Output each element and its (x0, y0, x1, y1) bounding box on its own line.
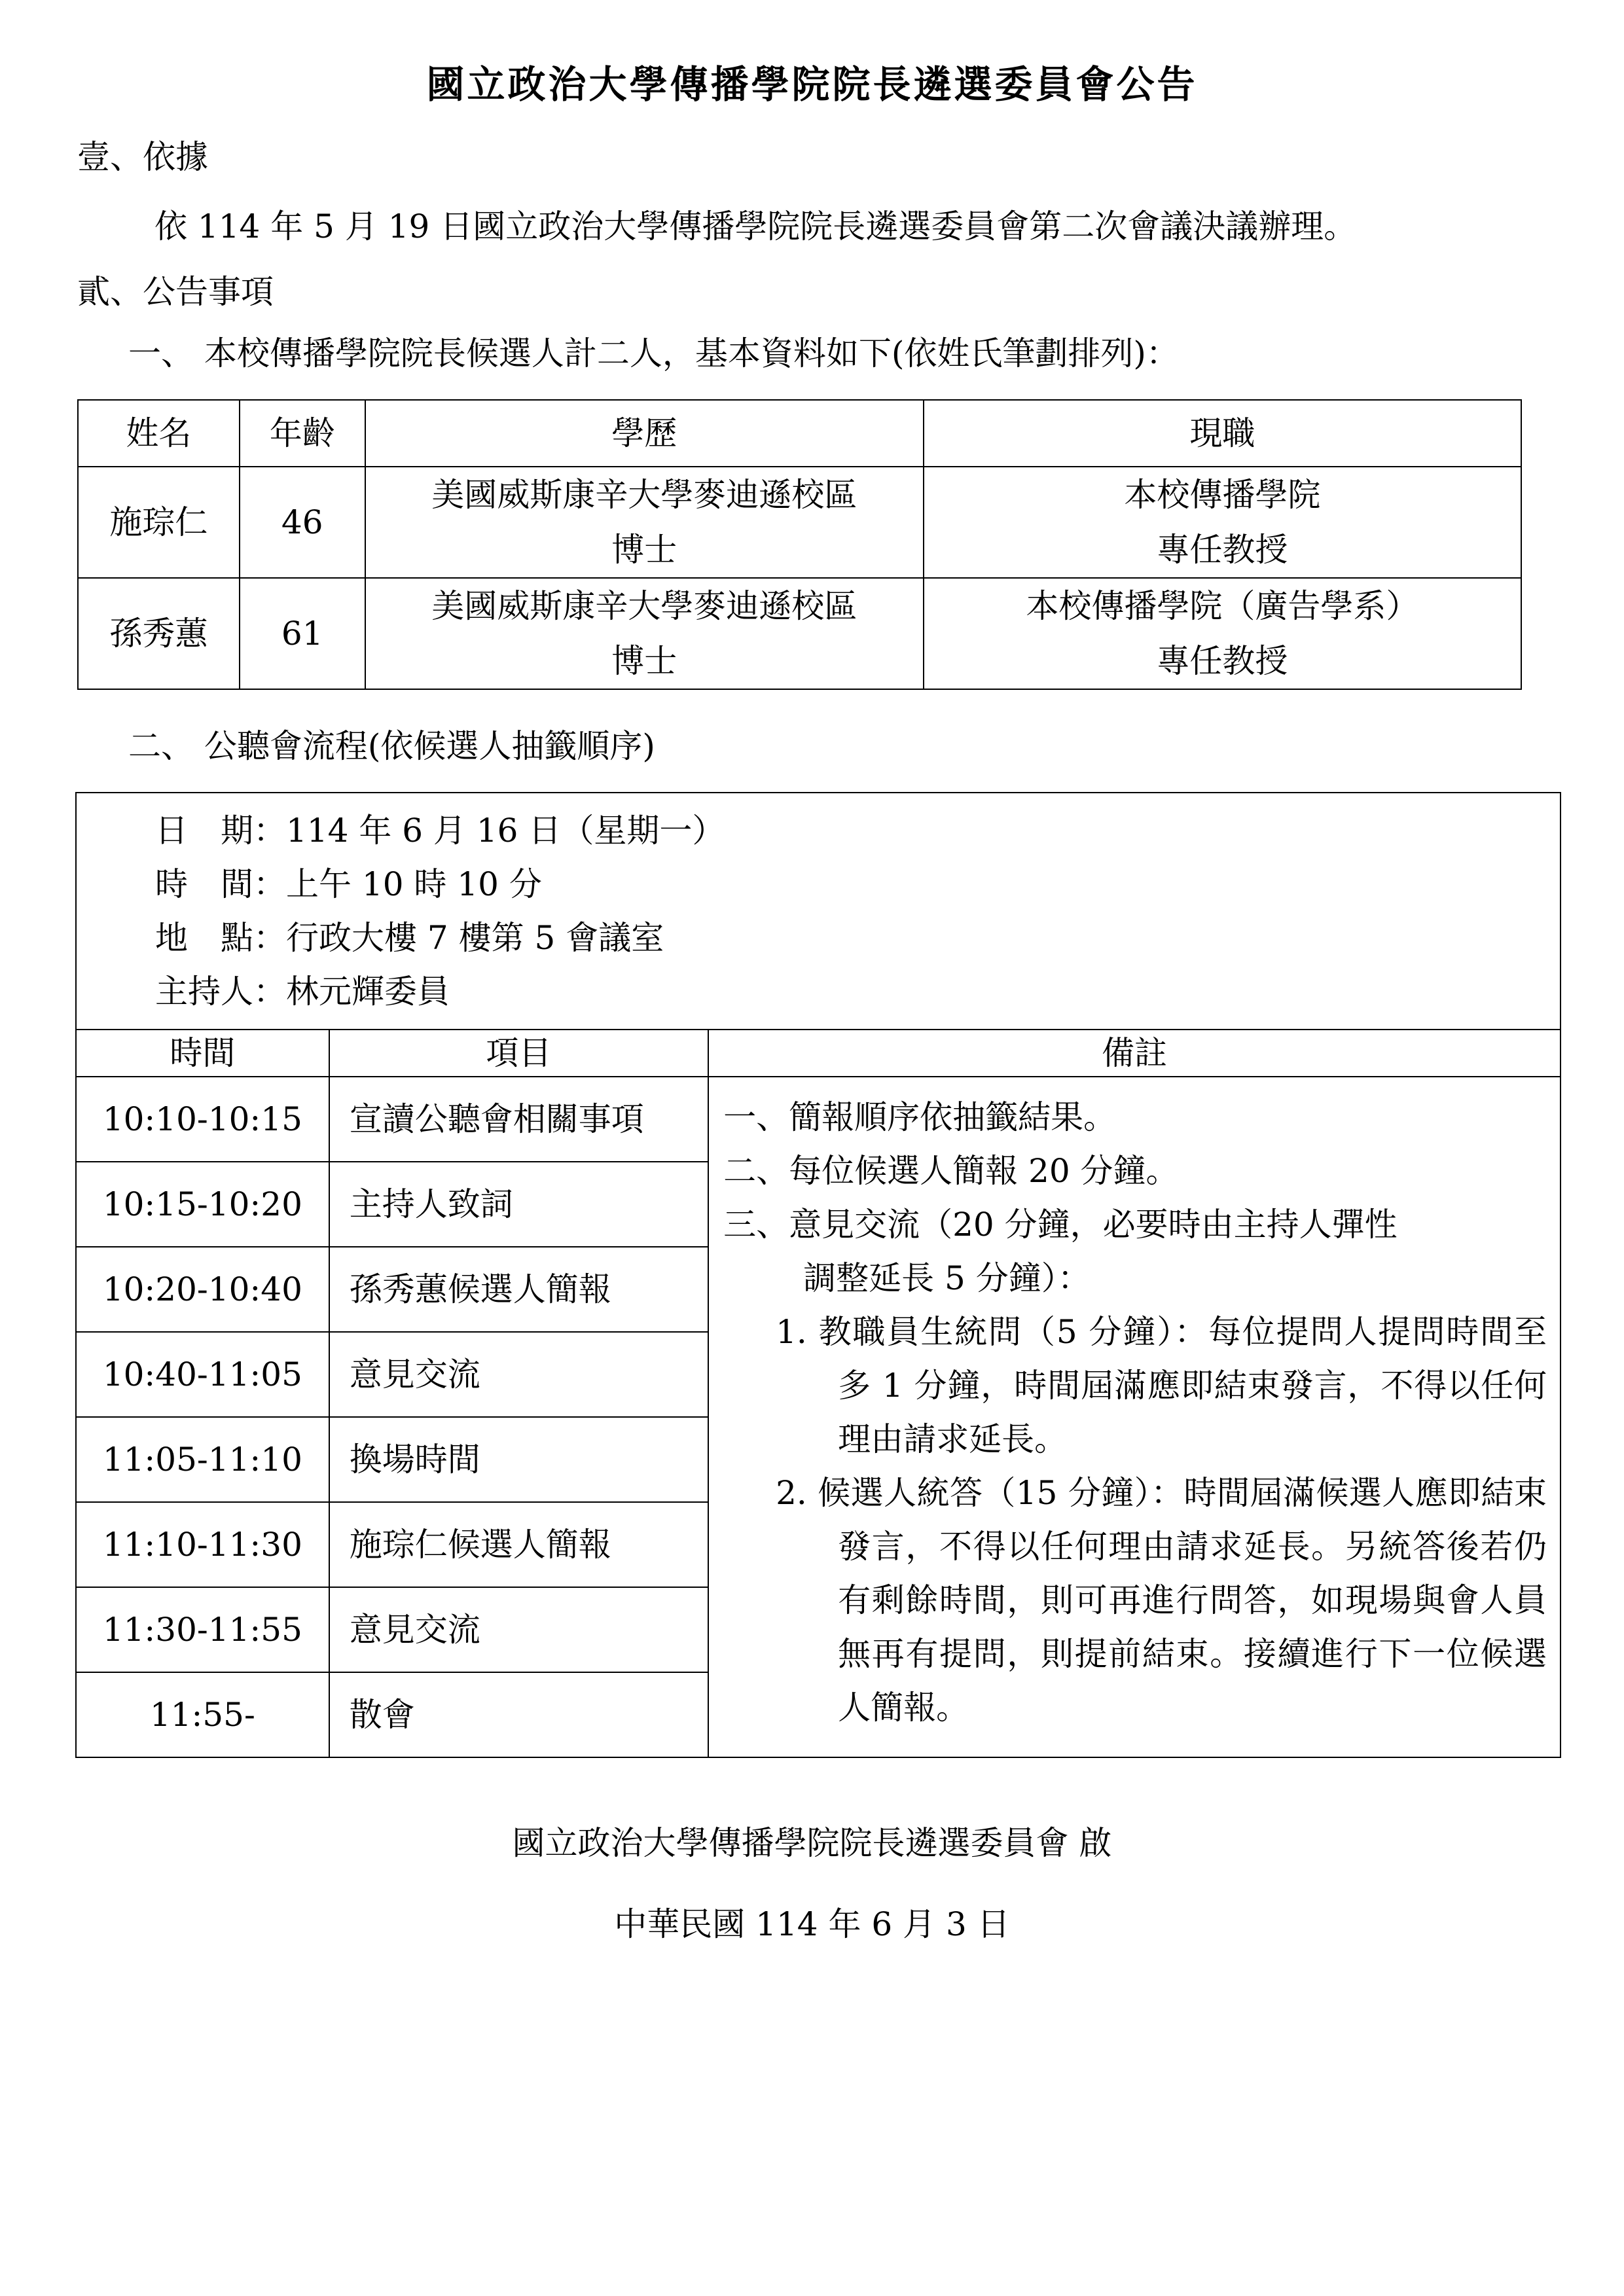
note-3-cont: 調整延長 5 分鐘）： (803, 1259, 1091, 1297)
announcement-date: 中華民國 114 年 6 月 3 日 (614, 1905, 1010, 1943)
candidate-education (365, 578, 924, 689)
candidate-age: 61 (240, 578, 365, 689)
schedule-time: 10:10-10:15 (76, 1077, 329, 1162)
schedule-time: 10:15-10:20 (76, 1162, 329, 1247)
section2-heading: 貳、公告事項 (77, 273, 274, 311)
schedule-item: 主持人致詞 (329, 1162, 708, 1247)
section1-body: 依 114 年 5 月 19 日國立政治大學傳播學院院長遴選委員會第二次會議決議辦理。 (154, 207, 1357, 245)
schedule-header-row (76, 1030, 1561, 1077)
table-row (78, 578, 1521, 689)
candidate-name: 孫秀蕙 (78, 578, 240, 689)
schedule-notes (708, 1077, 1561, 1757)
candidate-position (924, 467, 1521, 578)
position-line: 本校傳播學院（廣告學系） (1026, 587, 1419, 625)
note-3-sub-1: 1. 教職員生統問（5 分鐘）：每位提問人提問時間至多 1 分鐘，時間屆滿應即結束發言，不得以任何理由請求延長。 (776, 1313, 1547, 1458)
section1-heading: 壹、依據 (77, 138, 208, 176)
schedule-item: 孫秀蕙候選人簡報 (329, 1247, 708, 1332)
schedule-item: 施琮仁候選人簡報 (329, 1502, 708, 1587)
schedule-time: 11:30-11:55 (76, 1587, 329, 1672)
education-line: 博士 (611, 642, 677, 680)
hearing-date: 日 期：114 年 6 月 16 日（星期一） (155, 812, 725, 850)
schedule-time: 11:55- (76, 1672, 329, 1757)
schedule-time: 11:05-11:10 (76, 1417, 329, 1502)
hearing-time: 時 間：上午 10 時 10 分 (155, 865, 542, 903)
table-row (78, 467, 1521, 578)
candidates-header-row (78, 400, 1521, 467)
signature: 國立政治大學傳播學院院長遴選委員會 啟 (512, 1824, 1112, 1862)
note-3: 三、意見交流（20 分鐘，必要時由主持人彈性 (723, 1206, 1398, 1244)
position-line: 本校傳播學院 (1124, 476, 1321, 514)
hearing-schedule-table (75, 792, 1561, 1758)
hearing-info (76, 793, 1561, 1030)
header-position: 現職 (924, 400, 1521, 467)
header-time: 時間 (76, 1030, 329, 1077)
table-row (76, 1077, 1561, 1162)
schedule-item: 散會 (329, 1672, 708, 1757)
candidates-intro: 一、 本校傳播學院院長候選人計二人，基本資料如下(依姓氏筆劃排列)： (128, 334, 1179, 372)
hearing-place: 地 點：行政大樓 7 樓第 5 會議室 (155, 919, 664, 957)
education-line: 美國威斯康辛大學麥迪遜校區 (431, 476, 857, 514)
page-title: 國立政治大學傳播學院院長遴選委員會公告 (426, 62, 1198, 107)
schedule-item: 宣讀公聽會相關事項 (329, 1077, 708, 1162)
hearing-host: 主持人：林元輝委員 (155, 973, 450, 1011)
note-1: 一、簡報順序依抽籤結果。 (723, 1098, 1117, 1136)
header-item: 項目 (329, 1030, 708, 1077)
candidate-name: 施琮仁 (78, 467, 240, 578)
header-notes: 備註 (708, 1030, 1561, 1077)
header-education: 學歷 (365, 400, 924, 467)
schedule-time: 10:20-10:40 (76, 1247, 329, 1332)
note-2: 二、每位候選人簡報 20 分鐘。 (723, 1152, 1179, 1190)
education-line: 博士 (611, 531, 677, 569)
schedule-time: 11:10-11:30 (76, 1502, 329, 1587)
schedule-item: 意見交流 (329, 1332, 708, 1417)
header-name: 姓名 (78, 400, 240, 467)
schedule-item: 換場時間 (329, 1417, 708, 1502)
position-line: 專任教授 (1157, 531, 1288, 569)
schedule-item: 意見交流 (329, 1587, 708, 1672)
candidate-position (924, 578, 1521, 689)
education-line: 美國威斯康辛大學麥迪遜校區 (431, 587, 857, 625)
header-age: 年齡 (240, 400, 365, 467)
position-line: 專任教授 (1157, 642, 1288, 680)
hearing-intro: 二、 公聽會流程(依候選人抽籤順序) (128, 727, 655, 765)
candidate-age: 46 (240, 467, 365, 578)
schedule-time: 10:40-11:05 (76, 1332, 329, 1417)
hearing-info-row (76, 793, 1561, 1030)
candidates-table (77, 399, 1522, 690)
note-3-sub-2: 2. 候選人統答（15 分鐘）：時間屆滿候選人應即結束發言，不得以任何理由請求延長。另統答後若仍有剩餘時間，則可再進行問答，如現場與會人員無再有提問，則提前結束。接續進行下一位候選人簡報。 (776, 1474, 1547, 1727)
candidate-education (365, 467, 924, 578)
